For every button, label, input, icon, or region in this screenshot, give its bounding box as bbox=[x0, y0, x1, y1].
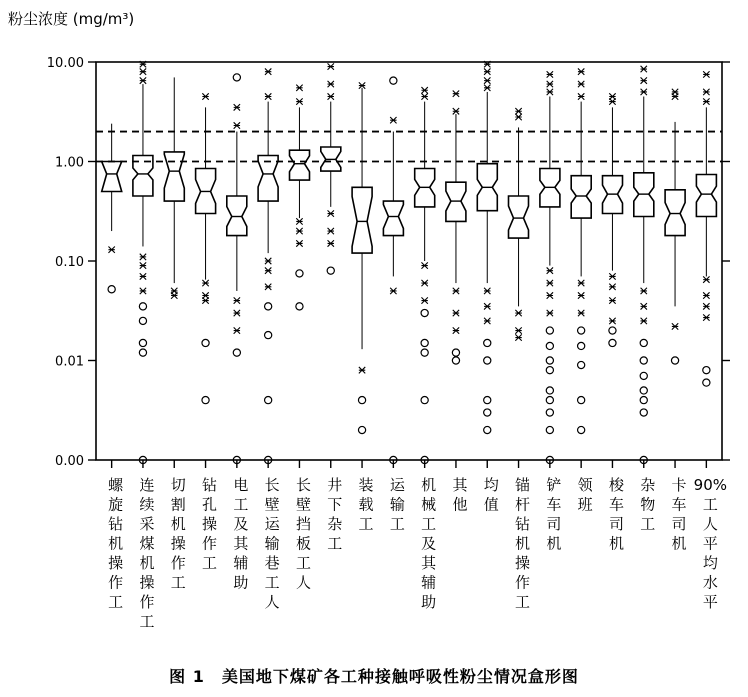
x-category-label: 机械工及其辅助 bbox=[421, 476, 437, 611]
outlier-cross bbox=[578, 93, 584, 99]
outlier-cross bbox=[547, 310, 553, 316]
outlier-cross bbox=[609, 93, 615, 99]
outlier-circle bbox=[640, 339, 647, 346]
y-axis-label: 粉尘浓度 (mg/m³) bbox=[8, 10, 135, 28]
outlier-cross bbox=[547, 267, 553, 273]
outlier-cross bbox=[641, 89, 647, 95]
outlier-cross bbox=[359, 367, 365, 373]
outlier-cross bbox=[234, 104, 240, 110]
outlier-cross bbox=[296, 228, 302, 234]
outlier-cross bbox=[328, 210, 334, 216]
x-category-label: 铲车司机 bbox=[546, 476, 562, 553]
outlier-cross bbox=[484, 288, 490, 294]
outlier-cross bbox=[578, 280, 584, 286]
x-category-label: 螺旋钻机操作工 bbox=[108, 476, 124, 611]
outlier-circle bbox=[640, 396, 647, 403]
outlier-cross bbox=[484, 303, 490, 309]
outlier-cross bbox=[578, 81, 584, 87]
outlier-cross bbox=[265, 284, 271, 290]
outlier-cross bbox=[296, 85, 302, 91]
outlier-cross bbox=[703, 303, 709, 309]
outlier-circle bbox=[609, 327, 616, 334]
outlier-cross bbox=[202, 297, 208, 303]
box-9 bbox=[383, 77, 403, 464]
x-category-label: 领班 bbox=[577, 476, 593, 514]
outlier-circle bbox=[484, 357, 491, 364]
box-body bbox=[665, 190, 685, 236]
box-group bbox=[102, 61, 717, 464]
plot-frame bbox=[96, 62, 722, 460]
outlier-cross bbox=[641, 303, 647, 309]
outlier-cross bbox=[703, 292, 709, 298]
outlier-cross bbox=[547, 280, 553, 286]
outlier-cross bbox=[202, 280, 208, 286]
outlier-cross bbox=[703, 276, 709, 282]
outlier-circle bbox=[139, 303, 146, 310]
outlier-circle bbox=[484, 426, 491, 433]
outlier-circle bbox=[578, 396, 585, 403]
outlier-cross bbox=[328, 240, 334, 246]
outlier-cross bbox=[547, 81, 553, 87]
outlier-cross bbox=[234, 327, 240, 333]
outlier-cross bbox=[515, 334, 521, 340]
outlier-cross bbox=[453, 91, 459, 97]
outlier-circle bbox=[202, 396, 209, 403]
outlier-cross bbox=[641, 288, 647, 294]
outlier-cross bbox=[140, 68, 146, 74]
outlier-cross bbox=[234, 297, 240, 303]
x-category-label: 切割机操作工 bbox=[170, 476, 186, 592]
x-category-label: 长壁运输巷工人 bbox=[264, 476, 280, 611]
box-10 bbox=[415, 87, 435, 464]
outlier-cross bbox=[296, 240, 302, 246]
outlier-cross bbox=[140, 273, 146, 279]
outlier-circle bbox=[546, 327, 553, 334]
outlier-cross bbox=[672, 323, 678, 329]
box-body bbox=[290, 150, 310, 180]
outlier-cross bbox=[515, 114, 521, 120]
outlier-cross bbox=[453, 288, 459, 294]
outlier-cross bbox=[641, 77, 647, 83]
outlier-circle bbox=[484, 339, 491, 346]
outlier-cross bbox=[328, 63, 334, 69]
outlier-circle bbox=[296, 303, 303, 310]
outlier-circle bbox=[484, 409, 491, 416]
x-category-label: 电工及其辅助 bbox=[233, 476, 249, 592]
outlier-cross bbox=[453, 327, 459, 333]
outlier-cross bbox=[453, 108, 459, 114]
outlier-cross bbox=[641, 66, 647, 72]
outlier-cross bbox=[140, 254, 146, 260]
outlier-cross bbox=[296, 98, 302, 104]
outlier-cross bbox=[578, 68, 584, 74]
x-category-label: 长壁挡板工人 bbox=[295, 476, 311, 592]
outlier-cross bbox=[484, 68, 490, 74]
outlier-circle bbox=[578, 327, 585, 334]
outlier-cross bbox=[421, 87, 427, 93]
outlier-circle bbox=[358, 426, 365, 433]
outlier-cross bbox=[265, 258, 271, 264]
x-category-label: 装载工 bbox=[358, 476, 374, 533]
outlier-circle bbox=[578, 426, 585, 433]
x-category-label: 运输工 bbox=[389, 476, 405, 533]
outlier-circle bbox=[139, 349, 146, 356]
outlier-circle bbox=[640, 409, 647, 416]
y-tick-label: 1.00 bbox=[55, 155, 84, 171]
outlier-circle bbox=[265, 332, 272, 339]
y-tick-label: 0.00 bbox=[55, 454, 84, 469]
outlier-circle bbox=[484, 396, 491, 403]
outlier-cross bbox=[453, 310, 459, 316]
x-category-label: 杂物工 bbox=[640, 476, 656, 533]
outlier-cross bbox=[140, 262, 146, 268]
box-13 bbox=[509, 108, 529, 341]
outlier-cross bbox=[265, 93, 271, 99]
box-body bbox=[509, 196, 529, 238]
box-14 bbox=[540, 71, 560, 463]
outlier-cross bbox=[703, 89, 709, 95]
box-12 bbox=[477, 61, 497, 434]
box-body bbox=[102, 162, 122, 192]
outlier-cross bbox=[703, 98, 709, 104]
box-6 bbox=[290, 85, 310, 310]
box-18 bbox=[665, 89, 685, 364]
outlier-cross bbox=[265, 267, 271, 273]
outlier-circle bbox=[452, 357, 459, 364]
y-tick-label: 0.10 bbox=[55, 255, 84, 270]
outlier-cross bbox=[140, 288, 146, 294]
outlier-circle bbox=[202, 339, 209, 346]
outlier-cross bbox=[328, 228, 334, 234]
outlier-cross bbox=[234, 122, 240, 128]
x-category-label: 卡车司机 bbox=[671, 476, 687, 553]
outlier-cross bbox=[641, 318, 647, 324]
figure-caption: 图 1 美国地下煤矿各工种接触呼吸性粉尘情况盒形图 bbox=[169, 667, 579, 686]
x-category-label: 90%工人平均水平 bbox=[693, 476, 728, 611]
box-3 bbox=[196, 93, 216, 403]
y-tick-label: 10.00 bbox=[46, 56, 84, 71]
outlier-circle bbox=[546, 357, 553, 364]
outlier-cross bbox=[547, 71, 553, 77]
outlier-cross bbox=[515, 310, 521, 316]
outlier-circle bbox=[578, 342, 585, 349]
outlier-cross bbox=[296, 218, 302, 224]
outlier-cross bbox=[108, 246, 114, 252]
x-category-label: 连续采煤机操作工 bbox=[139, 476, 155, 631]
x-category-label: 均值 bbox=[483, 476, 499, 514]
outlier-circle bbox=[703, 367, 710, 374]
box-body bbox=[696, 175, 716, 217]
outlier-cross bbox=[609, 318, 615, 324]
outlier-circle bbox=[578, 361, 585, 368]
outlier-cross bbox=[140, 77, 146, 83]
box-1 bbox=[133, 61, 153, 464]
x-category-label: 钻孔操作工 bbox=[202, 476, 218, 572]
outlier-cross bbox=[265, 68, 271, 74]
outlier-circle bbox=[703, 379, 710, 386]
outlier-cross bbox=[359, 82, 365, 88]
outlier-circle bbox=[546, 387, 553, 394]
x-category-label: 其他 bbox=[452, 476, 468, 514]
outlier-circle bbox=[421, 349, 428, 356]
outlier-cross bbox=[484, 85, 490, 91]
outlier-cross bbox=[484, 318, 490, 324]
box-2 bbox=[164, 77, 184, 298]
outlier-circle bbox=[327, 267, 334, 274]
box-body bbox=[383, 201, 403, 236]
outlier-circle bbox=[296, 270, 303, 277]
box-17 bbox=[634, 66, 654, 464]
box-15 bbox=[571, 68, 591, 433]
x-category-label: 井下杂工 bbox=[327, 476, 343, 553]
outlier-cross bbox=[421, 280, 427, 286]
box-7 bbox=[321, 63, 341, 274]
box-body bbox=[571, 176, 591, 218]
outlier-cross bbox=[484, 77, 490, 83]
outlier-cross bbox=[703, 71, 709, 77]
outlier-cross bbox=[547, 89, 553, 95]
outlier-cross bbox=[703, 314, 709, 320]
outlier-circle bbox=[358, 396, 365, 403]
box-5 bbox=[258, 68, 278, 463]
x-category-label: 梭车司机 bbox=[608, 476, 624, 553]
outlier-cross bbox=[609, 297, 615, 303]
outlier-circle bbox=[546, 342, 553, 349]
outlier-circle bbox=[640, 357, 647, 364]
box-body bbox=[164, 152, 184, 201]
outlier-circle bbox=[421, 339, 428, 346]
outlier-cross bbox=[547, 292, 553, 298]
outlier-circle bbox=[609, 339, 616, 346]
box-8 bbox=[352, 82, 372, 433]
box-0 bbox=[102, 124, 122, 293]
outlier-circle bbox=[233, 74, 240, 81]
outlier-cross bbox=[421, 297, 427, 303]
box-body bbox=[446, 182, 466, 221]
x-axis bbox=[108, 460, 727, 631]
outlier-cross bbox=[672, 89, 678, 95]
outlier-cross bbox=[578, 310, 584, 316]
outlier-cross bbox=[515, 327, 521, 333]
outlier-circle bbox=[546, 426, 553, 433]
outlier-circle bbox=[640, 387, 647, 394]
outlier-circle bbox=[640, 372, 647, 379]
outlier-circle bbox=[671, 357, 678, 364]
outlier-circle bbox=[421, 396, 428, 403]
outlier-circle bbox=[265, 396, 272, 403]
outlier-cross bbox=[202, 93, 208, 99]
outlier-cross bbox=[609, 273, 615, 279]
box-body bbox=[352, 187, 372, 253]
outlier-cross bbox=[171, 292, 177, 298]
outlier-circle bbox=[452, 349, 459, 356]
y-tick-label: 0.01 bbox=[55, 354, 84, 370]
outlier-cross bbox=[421, 93, 427, 99]
outlier-circle bbox=[546, 409, 553, 416]
outlier-cross bbox=[390, 288, 396, 294]
outlier-cross bbox=[328, 81, 334, 87]
outlier-circle bbox=[421, 309, 428, 316]
outlier-circle bbox=[390, 77, 397, 84]
outlier-circle bbox=[265, 303, 272, 310]
outlier-circle bbox=[139, 317, 146, 324]
outlier-circle bbox=[233, 349, 240, 356]
outlier-circle bbox=[546, 367, 553, 374]
box-19 bbox=[696, 71, 716, 386]
outlier-cross bbox=[578, 292, 584, 298]
x-category-label: 锚杆钻机操作工 bbox=[515, 476, 531, 611]
outlier-cross bbox=[609, 284, 615, 290]
outlier-cross bbox=[328, 93, 334, 99]
outlier-cross bbox=[515, 108, 521, 114]
outlier-cross bbox=[421, 262, 427, 268]
outlier-circle bbox=[139, 339, 146, 346]
outlier-cross bbox=[234, 310, 240, 316]
outlier-circle bbox=[546, 396, 553, 403]
outlier-cross bbox=[390, 117, 396, 123]
box-body bbox=[227, 196, 247, 236]
outlier-circle bbox=[108, 286, 115, 293]
y-axis bbox=[47, 56, 730, 469]
